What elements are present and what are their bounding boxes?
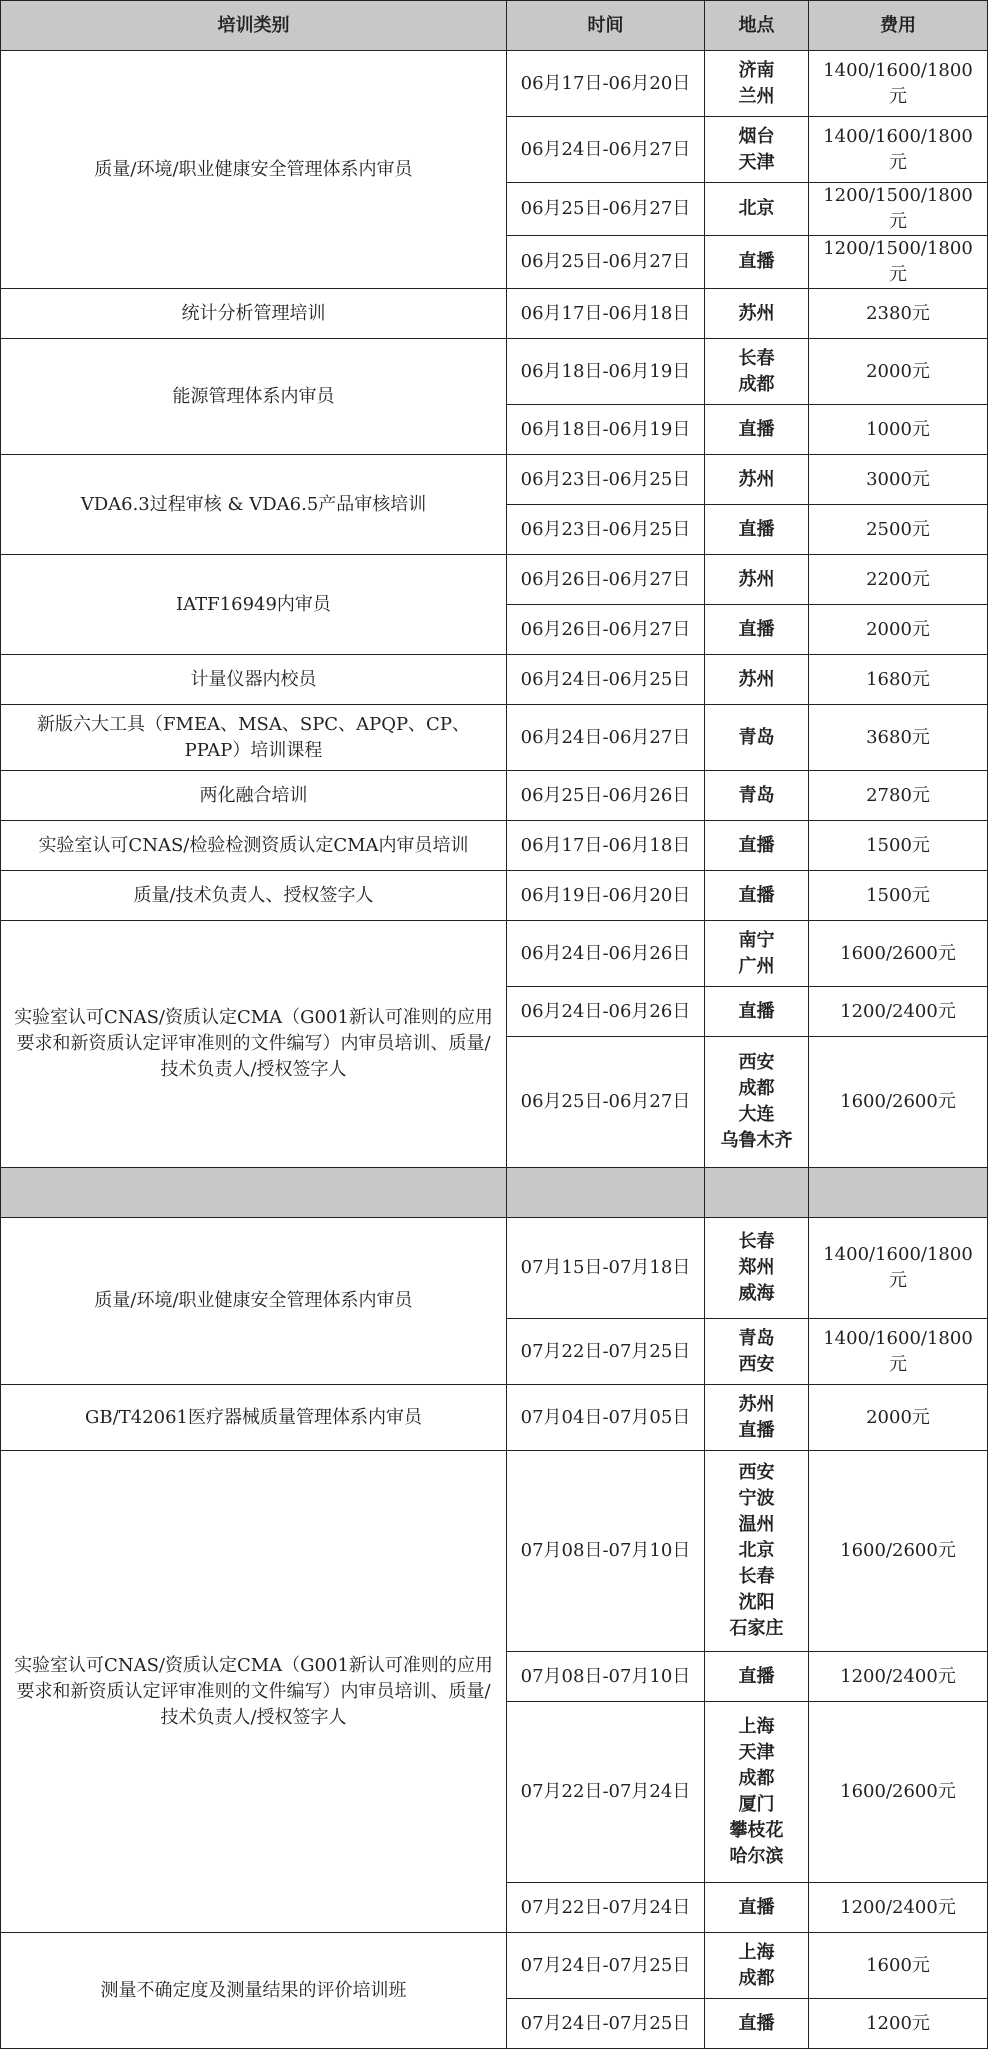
course-location: 苏州 bbox=[705, 289, 809, 339]
table-row bbox=[1, 289, 988, 339]
course-time: 06月26日-06月27日 bbox=[507, 555, 705, 605]
course-location: 直播 bbox=[705, 236, 809, 289]
course-location: 青岛 bbox=[705, 771, 809, 821]
course-location: 青岛 西安 bbox=[705, 1319, 809, 1385]
table-row bbox=[1, 455, 988, 505]
course-fee: 1600/2600元 bbox=[809, 1702, 988, 1883]
separator-cell bbox=[507, 1168, 705, 1218]
course-time: 07月22日-07月24日 bbox=[507, 1883, 705, 1933]
course-fee: 1200/2400元 bbox=[809, 987, 988, 1037]
course-fee: 1600/2600元 bbox=[809, 1037, 988, 1168]
course-category: VDA6.3过程审核 & VDA6.5产品审核培训 bbox=[1, 455, 507, 555]
course-fee: 2000元 bbox=[809, 605, 988, 655]
course-location: 西安 宁波 温州 北京 长春 沈阳 石家庄 bbox=[705, 1451, 809, 1652]
course-fee: 1200元 bbox=[809, 1999, 988, 2049]
course-location: 青岛 bbox=[705, 705, 809, 771]
course-fee: 2780元 bbox=[809, 771, 988, 821]
header-location: 地点 bbox=[705, 1, 809, 51]
month-separator-row bbox=[1, 1168, 988, 1218]
course-category: 实验室认可CNAS/资质认定CMA（G001新认可准则的应用要求和新资质认定评审准则的文件编写）内审员培训、质量/技术负责人/授权签字人 bbox=[1, 921, 507, 1168]
course-fee: 1680元 bbox=[809, 655, 988, 705]
course-time: 06月25日-06月26日 bbox=[507, 771, 705, 821]
course-location: 直播 bbox=[705, 1999, 809, 2049]
course-time: 07月15日-07月18日 bbox=[507, 1218, 705, 1319]
course-category: 两化融合培训 bbox=[1, 771, 507, 821]
course-location: 北京 bbox=[705, 183, 809, 236]
course-time: 06月23日-06月25日 bbox=[507, 455, 705, 505]
course-category: 新版六大工具（FMEA、MSA、SPC、APQP、CP、PPAP）培训课程 bbox=[1, 705, 507, 771]
course-location: 上海 天津 成都 厦门 攀枝花 哈尔滨 bbox=[705, 1702, 809, 1883]
header-category: 培训类别 bbox=[1, 1, 507, 51]
table-row bbox=[1, 1933, 988, 1999]
course-category: 统计分析管理培训 bbox=[1, 289, 507, 339]
course-time: 07月24日-07月25日 bbox=[507, 1933, 705, 1999]
course-location: 直播 bbox=[705, 871, 809, 921]
table-row bbox=[1, 771, 988, 821]
course-fee: 3000元 bbox=[809, 455, 988, 505]
table-row bbox=[1, 921, 988, 987]
header-row bbox=[1, 1, 988, 51]
course-fee: 1500元 bbox=[809, 821, 988, 871]
course-location: 长春 郑州 威海 bbox=[705, 1218, 809, 1319]
course-fee: 1500元 bbox=[809, 871, 988, 921]
course-location: 长春 成都 bbox=[705, 339, 809, 405]
course-location: 直播 bbox=[705, 405, 809, 455]
course-fee: 2000元 bbox=[809, 1385, 988, 1451]
course-fee: 2000元 bbox=[809, 339, 988, 405]
course-time: 06月19日-06月20日 bbox=[507, 871, 705, 921]
separator-cell bbox=[1, 1168, 507, 1218]
course-time: 06月24日-06月25日 bbox=[507, 655, 705, 705]
course-time: 07月08日-07月10日 bbox=[507, 1451, 705, 1652]
course-location: 烟台 天津 bbox=[705, 117, 809, 183]
course-category: 质量/环境/职业健康安全管理体系内审员 bbox=[1, 1218, 507, 1385]
course-time: 07月24日-07月25日 bbox=[507, 1999, 705, 2049]
course-fee: 1600/2600元 bbox=[809, 1451, 988, 1652]
course-category: 能源管理体系内审员 bbox=[1, 339, 507, 455]
course-fee: 1200/2400元 bbox=[809, 1883, 988, 1933]
course-fee: 1200/1500/1800元 bbox=[809, 183, 988, 236]
course-location: 直播 bbox=[705, 1883, 809, 1933]
course-location: 直播 bbox=[705, 821, 809, 871]
table-row bbox=[1, 1451, 988, 1652]
course-fee: 1000元 bbox=[809, 405, 988, 455]
header-fee: 费用 bbox=[809, 1, 988, 51]
table-row bbox=[1, 871, 988, 921]
course-location: 直播 bbox=[705, 1652, 809, 1702]
course-fee: 1600/2600元 bbox=[809, 921, 988, 987]
course-fee: 1400/1600/1800元 bbox=[809, 51, 988, 117]
course-fee: 1200/2400元 bbox=[809, 1652, 988, 1702]
course-category: IATF16949内审员 bbox=[1, 555, 507, 655]
course-fee: 1400/1600/1800元 bbox=[809, 117, 988, 183]
course-time: 06月17日-06月18日 bbox=[507, 289, 705, 339]
course-time: 06月24日-06月26日 bbox=[507, 987, 705, 1037]
course-time: 06月25日-06月27日 bbox=[507, 1037, 705, 1168]
table-row bbox=[1, 705, 988, 771]
course-location: 南宁 广州 bbox=[705, 921, 809, 987]
course-time: 06月17日-06月18日 bbox=[507, 821, 705, 871]
course-time: 06月17日-06月20日 bbox=[507, 51, 705, 117]
course-time: 06月25日-06月27日 bbox=[507, 236, 705, 289]
course-fee: 2500元 bbox=[809, 505, 988, 555]
course-fee: 2380元 bbox=[809, 289, 988, 339]
table-row bbox=[1, 555, 988, 605]
course-fee: 2200元 bbox=[809, 555, 988, 605]
table-row bbox=[1, 1385, 988, 1451]
table-row bbox=[1, 339, 988, 405]
course-time: 07月22日-07月25日 bbox=[507, 1319, 705, 1385]
course-time: 06月24日-06月26日 bbox=[507, 921, 705, 987]
table-row bbox=[1, 655, 988, 705]
course-time: 06月24日-06月27日 bbox=[507, 705, 705, 771]
course-category: 实验室认可CNAS/检验检测资质认定CMA内审员培训 bbox=[1, 821, 507, 871]
course-time: 06月26日-06月27日 bbox=[507, 605, 705, 655]
course-fee: 1600元 bbox=[809, 1933, 988, 1999]
course-location: 济南 兰州 bbox=[705, 51, 809, 117]
course-fee: 1400/1600/1800元 bbox=[809, 1319, 988, 1385]
course-time: 06月18日-06月19日 bbox=[507, 405, 705, 455]
course-category: GB/T42061医疗器械质量管理体系内审员 bbox=[1, 1385, 507, 1451]
table-row bbox=[1, 821, 988, 871]
course-time: 07月04日-07月05日 bbox=[507, 1385, 705, 1451]
course-category: 计量仪器内校员 bbox=[1, 655, 507, 705]
course-location: 苏州 直播 bbox=[705, 1385, 809, 1451]
course-time: 06月23日-06月25日 bbox=[507, 505, 705, 555]
table-row bbox=[1, 51, 988, 117]
course-category: 质量/技术负责人、授权签字人 bbox=[1, 871, 507, 921]
separator-cell bbox=[705, 1168, 809, 1218]
course-location: 西安 成都 大连 乌鲁木齐 bbox=[705, 1037, 809, 1168]
course-time: 07月08日-07月10日 bbox=[507, 1652, 705, 1702]
header-time: 时间 bbox=[507, 1, 705, 51]
course-time: 06月24日-06月27日 bbox=[507, 117, 705, 183]
course-fee: 3680元 bbox=[809, 705, 988, 771]
course-fee: 1400/1600/1800元 bbox=[809, 1218, 988, 1319]
table-row bbox=[1, 1218, 988, 1319]
course-location: 直播 bbox=[705, 987, 809, 1037]
course-category: 实验室认可CNAS/资质认定CMA（G001新认可准则的应用要求和新资质认定评审准则的文件编写）内审员培训、质量/技术负责人/授权签字人 bbox=[1, 1451, 507, 1933]
course-location: 苏州 bbox=[705, 655, 809, 705]
course-time: 06月25日-06月27日 bbox=[507, 183, 705, 236]
course-category: 测量不确定度及测量结果的评价培训班 bbox=[1, 1933, 507, 2049]
course-location: 直播 bbox=[705, 505, 809, 555]
course-location: 苏州 bbox=[705, 455, 809, 505]
separator-cell bbox=[809, 1168, 988, 1218]
course-time: 06月18日-06月19日 bbox=[507, 339, 705, 405]
course-location: 苏州 bbox=[705, 555, 809, 605]
course-location: 上海 成都 bbox=[705, 1933, 809, 1999]
course-location: 直播 bbox=[705, 605, 809, 655]
course-time: 07月22日-07月24日 bbox=[507, 1702, 705, 1883]
schedule-body bbox=[1, 51, 988, 2049]
course-fee: 1200/1500/1800元 bbox=[809, 236, 988, 289]
course-category: 质量/环境/职业健康安全管理体系内审员 bbox=[1, 51, 507, 289]
